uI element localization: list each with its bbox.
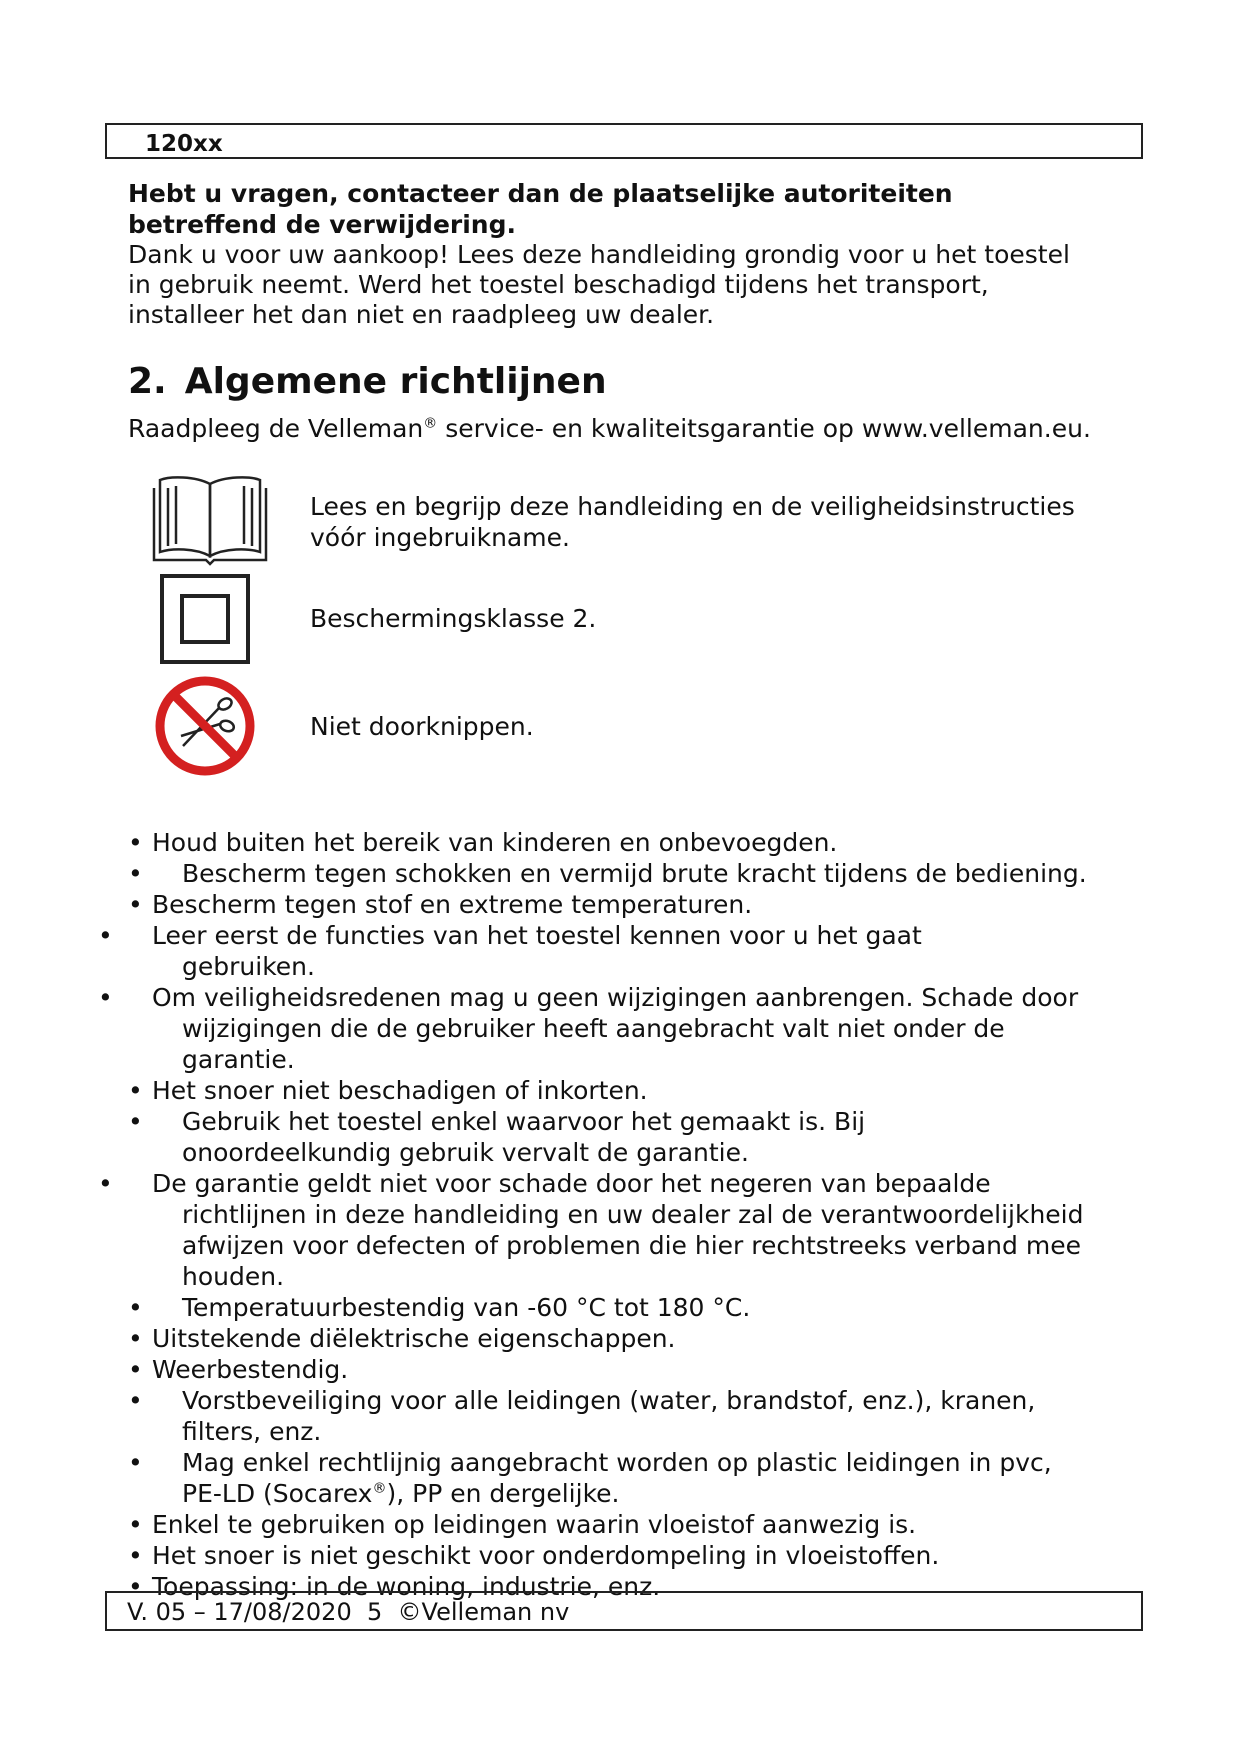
list-item: • De garantie geldt niet voor schade door het negeren van bepaalde richtlijnen in deze handleiding en uw dealer zal de verantwoordelijkheid afwijzen voor defecten of problemen die hier rechtstreeks verband mee houden. [128, 1168, 1112, 1292]
section-number: 2. [128, 361, 167, 402]
page-footer [105, 1591, 1143, 1631]
symbol-legend [128, 474, 1118, 792]
list-item: • Bescherm tegen stof en extreme temperaturen. [128, 889, 1118, 920]
page-header [105, 123, 1143, 159]
list-item: • Het snoer is niet geschikt voor onderdompeling in vloeistoffen. [128, 1540, 1118, 1571]
disposal-notice: Hebt u vragen, contacteer dan de plaatselijke autoriteiten betreffend de verwijdering. [128, 179, 953, 239]
list-item: • Om veiligheidsredenen mag u geen wijzigingen aanbrengen. Schade door wijzigingen die de gebruiker heeft aangebracht valt niet onder de garantie. [128, 982, 1092, 1075]
registered-mark: ® [423, 415, 438, 432]
model-number: 120xx [145, 131, 223, 157]
list-item: • Temperatuurbestendig van -60 °C tot 180 °C. [128, 1292, 1118, 1323]
list-item: • Toepassing: in de woning, industrie, enz. [128, 1571, 1118, 1602]
warranty-text-end: service- en kwaliteitsgarantie op www.velleman.eu. [437, 414, 1091, 443]
symbol-text-class2: Beschermingsklasse 2. [310, 604, 597, 633]
footer-text [127, 1598, 569, 1626]
manual-book-icon [150, 474, 270, 570]
list-item: • Weerbestendig. [128, 1354, 1118, 1385]
list-item: • Uitstekende diëlektrische eigenschappen. [128, 1323, 1118, 1354]
version-date: V. 05 – 17/08/2020 [127, 1598, 352, 1626]
socarex-text-end: ), PP en dergelijke. [386, 1479, 620, 1508]
symbol-text-manual: Lees en begrijp deze handleiding en de veiligheidsinstructies vóór ingebruikname. [310, 492, 1075, 552]
section-title: Algemene richtlijnen [184, 361, 607, 402]
list-item: • Bescherm tegen schokken en vermijd brute kracht tijdens de bediening. [128, 858, 1118, 889]
thank-you-line-2: in gebruik neemt. Werd het toestel beschadigd tijdens het transport, [128, 270, 989, 299]
section-heading [128, 360, 1118, 404]
thank-you-line-3: installeer het dan niet en raadpleeg uw dealer. [128, 300, 715, 329]
safety-instructions-list [128, 827, 1118, 1602]
copyright: ©Velleman nv [397, 1598, 570, 1626]
warranty-text-start: Raadpleeg de Velleman [128, 414, 424, 443]
protection-class-2-icon [158, 572, 252, 670]
symbol-text-no-cut: Niet doorknippen. [310, 712, 534, 741]
socarex-text-start: Mag enkel rechtlijnig aangebracht worden op plastic leidingen in pvc, PE-LD (Socarex [182, 1448, 1052, 1508]
list-item: • Leer eerst de functies van het toestel kennen voor u het gaat gebruiken. [128, 920, 942, 982]
registered-mark: ® [372, 1480, 387, 1497]
list-item: • Gebruik het toestel enkel waarvoor het gemaakt is. Bij onoordeelkundig gebruik vervalt de garantie. [128, 1106, 1082, 1168]
list-item: • Het snoer niet beschadigen of inkorten. [128, 1075, 1118, 1106]
list-item: • Vorstbeveiliging voor alle leidingen (water, brandstof, enz.), kranen, filters, enz. [128, 1385, 1062, 1447]
list-item: • Enkel te gebruiken op leidingen waarin vloeistof aanwezig is. [128, 1509, 1118, 1540]
thank-you-line-1: Dank u voor uw aankoop! Lees deze handleiding grondig voor u het toestel [128, 240, 1070, 269]
list-item-socarex [128, 1447, 1082, 1509]
page-content [128, 178, 1118, 1602]
page-number: 5 [366, 1598, 383, 1626]
warranty-reference [128, 414, 1118, 444]
no-cutting-icon [153, 674, 257, 782]
list-item: • Houd buiten het bereik van kinderen en onbevoegden. [128, 827, 1118, 858]
